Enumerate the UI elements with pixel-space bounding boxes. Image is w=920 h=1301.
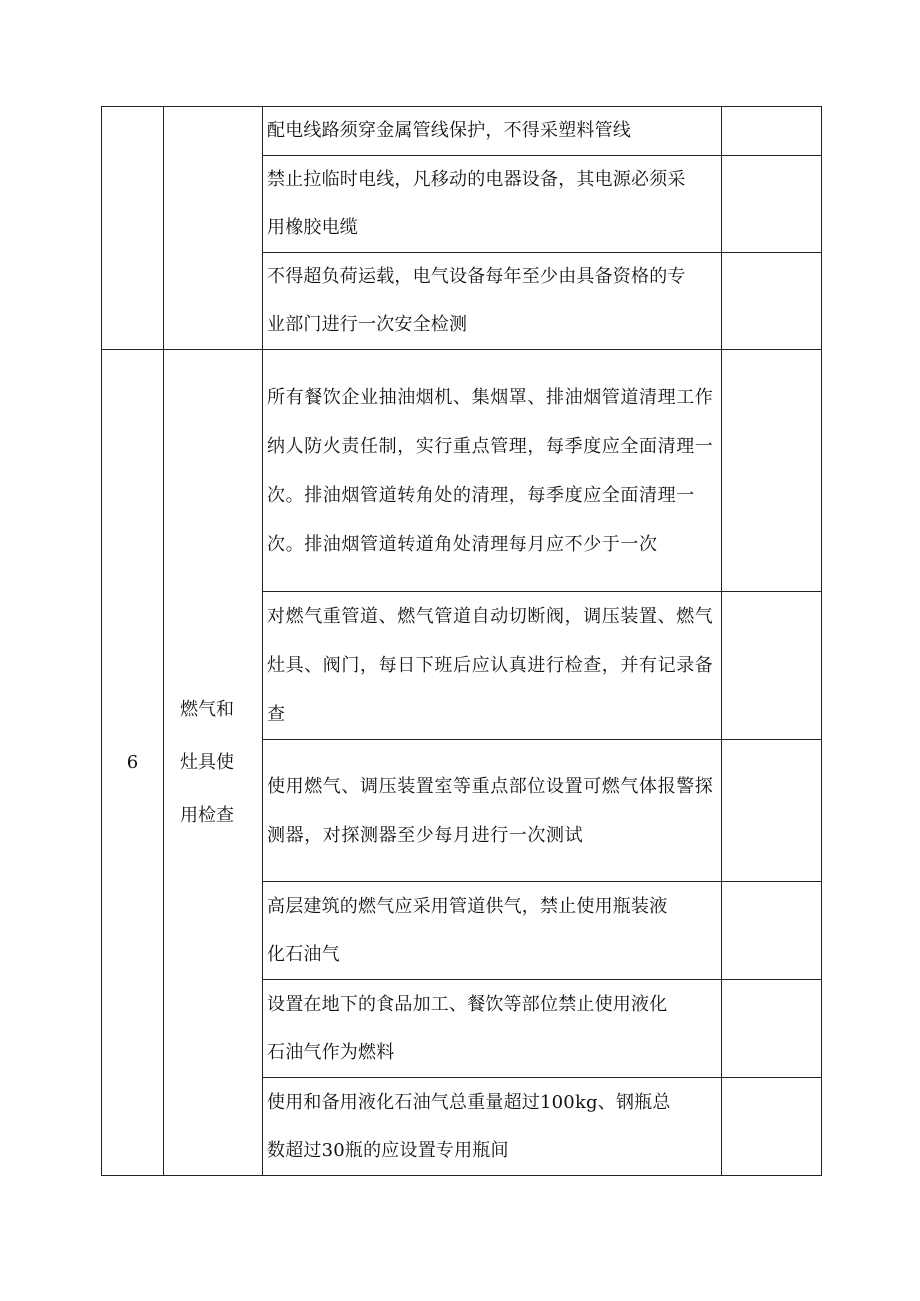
result-cell (722, 1078, 822, 1176)
section-category-cell (164, 350, 263, 1176)
item-cell: 使用和备用液化石油气总重量超过100kg、钢瓶总数超过30瓶的应设置专用瓶间 (263, 1078, 722, 1176)
result-cell (722, 156, 822, 253)
item-cell: 对燃气重管道、燃气管道自动切断阀，调压装置、燃气灶具、阀门，每日下班后应认真进行检查，并有记录备查 (263, 592, 722, 740)
result-cell (722, 253, 822, 350)
category-cell-empty (164, 107, 263, 350)
inspection-table (101, 106, 822, 1176)
item-cell: 禁止拉临时电线，凡移动的电器设备，其电源必须采用橡胶电缆 (263, 156, 722, 253)
result-cell (722, 740, 822, 882)
item-cell: 高层建筑的燃气应采用管道供气，禁止使用瓶装液化石油气 (263, 882, 722, 980)
item-cell: 配电线路须穿金属管线保护，不得采塑料管线 (263, 107, 722, 156)
table-row (102, 350, 822, 592)
result-cell (722, 350, 822, 592)
result-cell (722, 592, 822, 740)
item-cell: 使用燃气、调压装置室等重点部位设置可燃气体报警探测器，对探测器至少每月进行一次测试 (263, 740, 722, 882)
table-row (102, 107, 822, 156)
item-cell: 不得超负荷运载，电气设备每年至少由具备资格的专业部门进行一次安全检测 (263, 253, 722, 350)
section-number: 6 (102, 350, 164, 1176)
result-cell (722, 882, 822, 980)
number-cell-empty (102, 107, 164, 350)
item-cell: 设置在地下的食品加工、餐饮等部位禁止使用液化石油气作为燃料 (263, 980, 722, 1078)
result-cell (722, 980, 822, 1078)
result-cell (722, 107, 822, 156)
section-category: 燃气和灶具使用检查 (180, 699, 234, 826)
item-cell: 所有餐饮企业抽油烟机、集烟罩、排油烟管道清理工作纳人防火责任制，实行重点管理，每季度应全面清理一次。排油烟管道转角处的清理，每季度应全面清理一次。排油烟管道转道角处清理每月应不少于一次 (263, 350, 722, 592)
